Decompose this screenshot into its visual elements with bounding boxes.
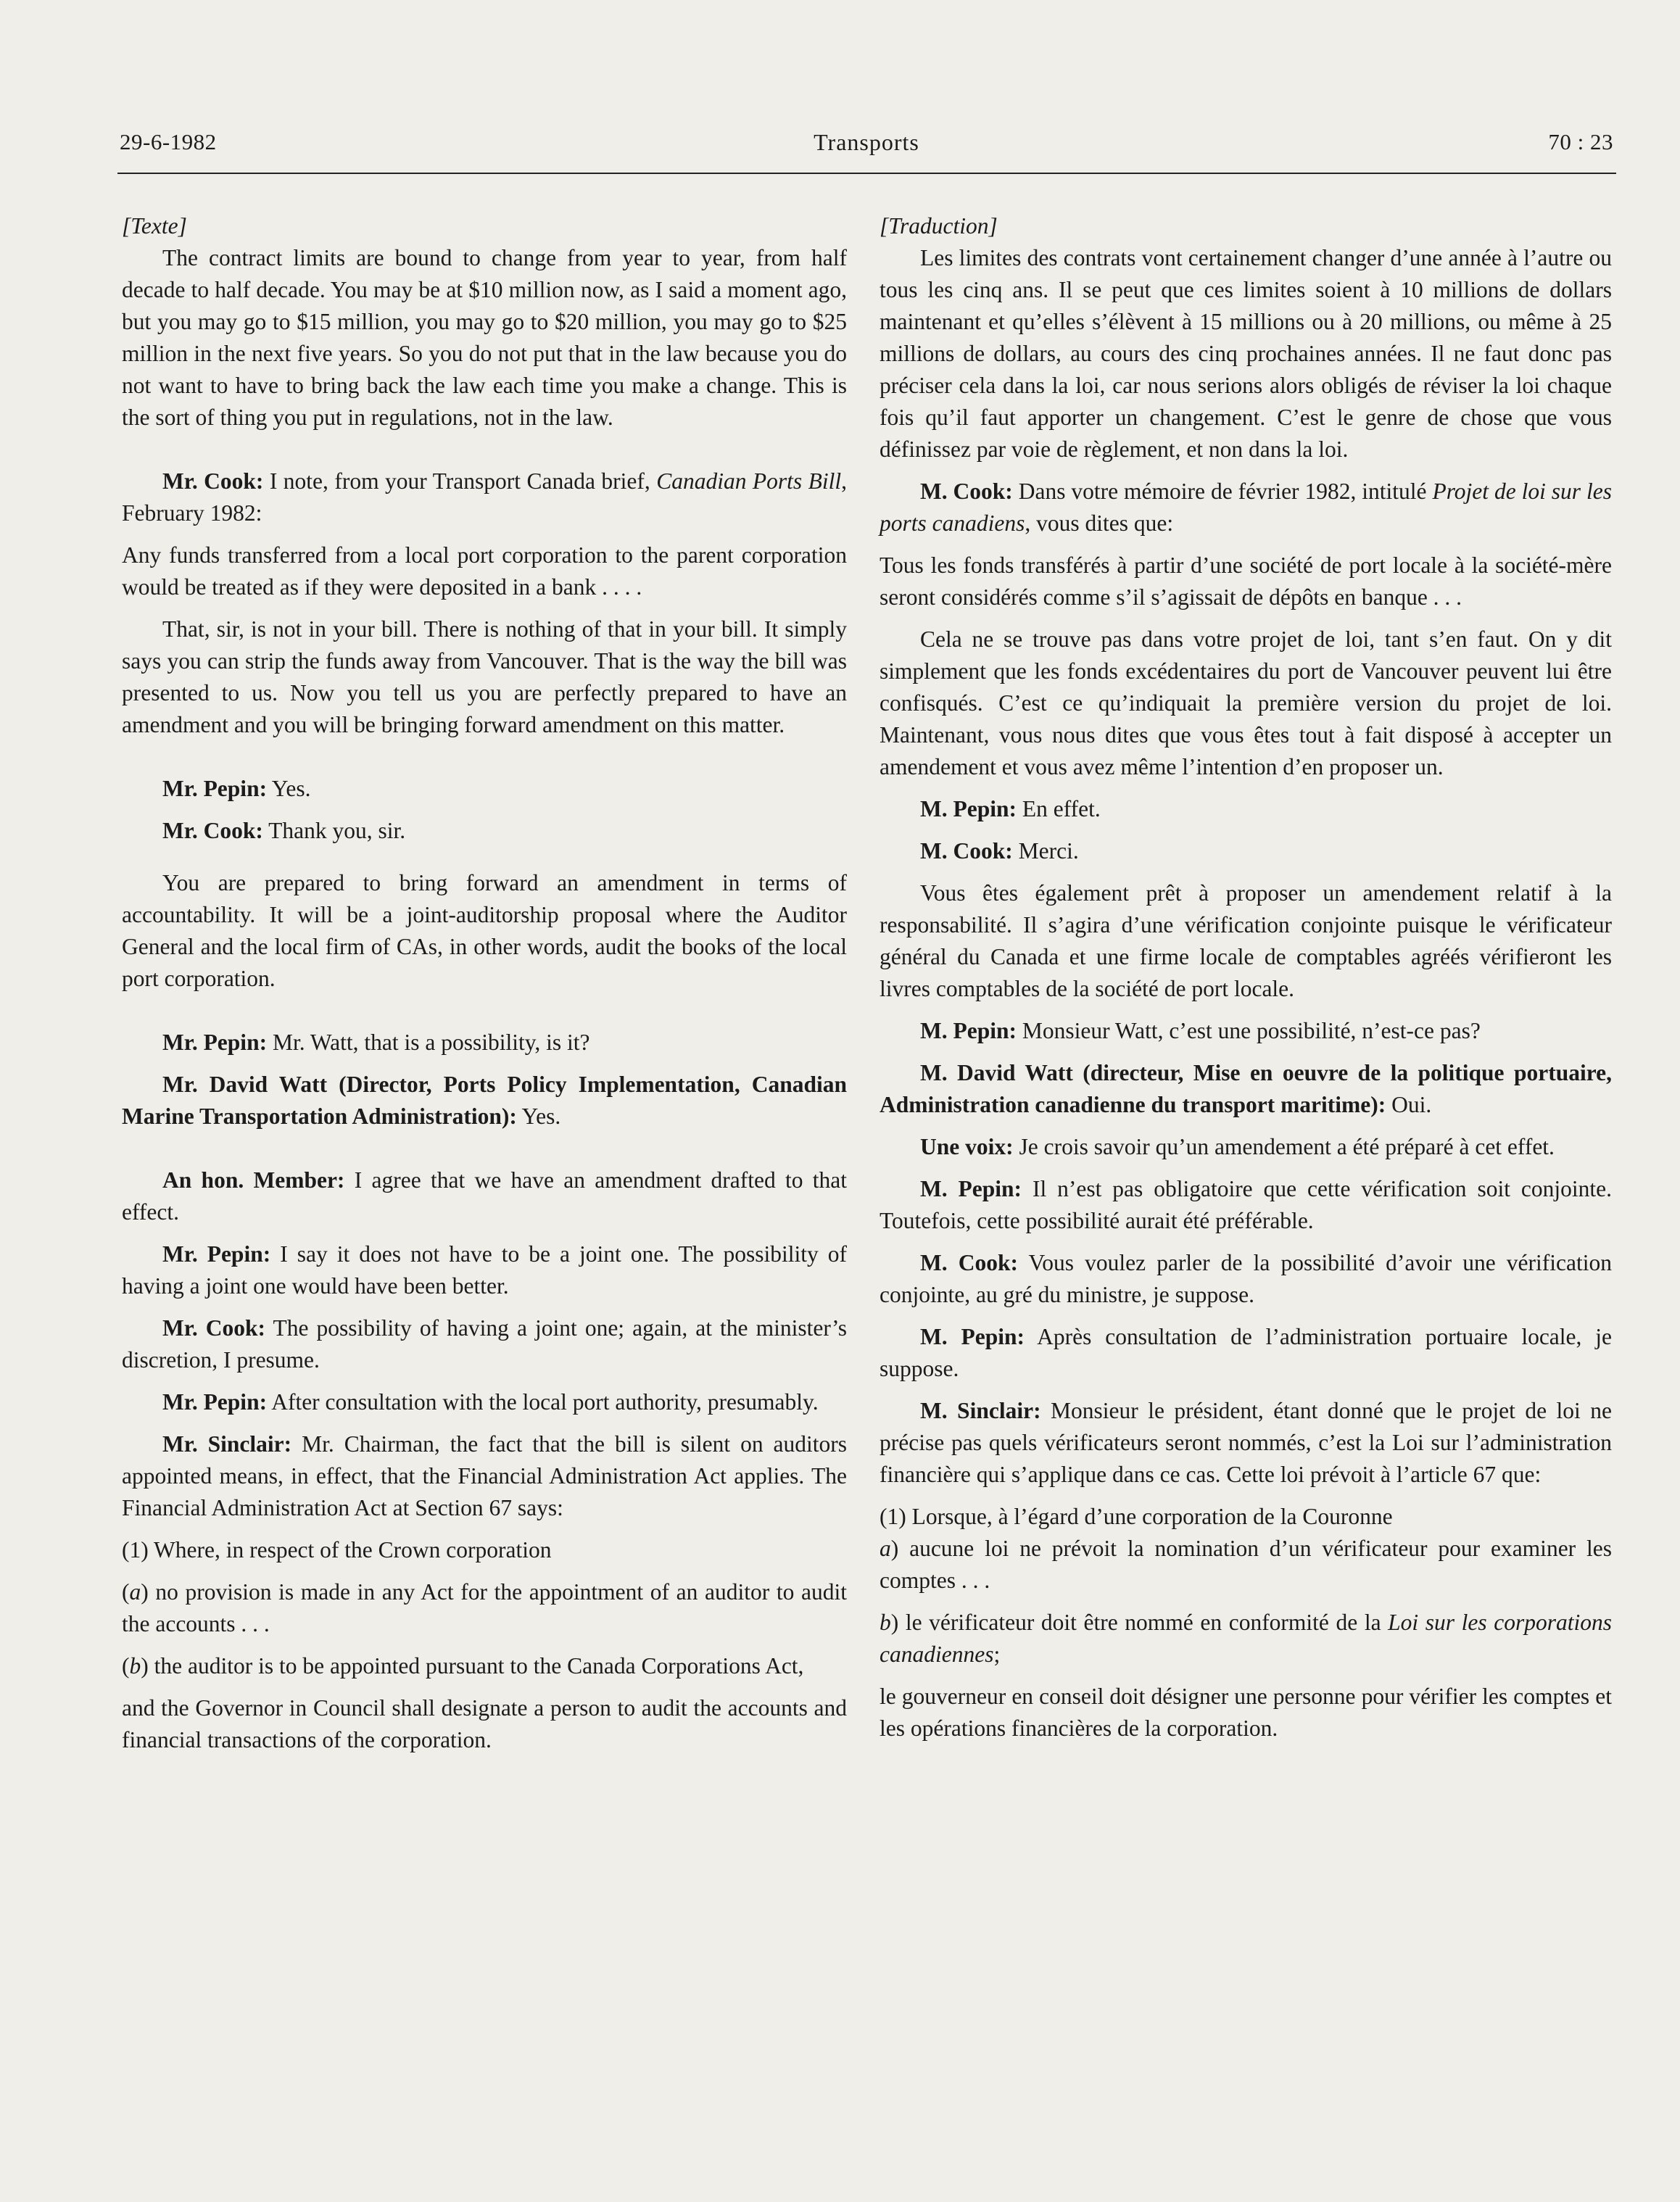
paragraph: [880, 835, 1612, 867]
statute-quote-line: and the Governor in Council shall designate a person to audit the accounts and financial transactions of the corporation.: [122, 1695, 847, 1752]
paragraph: [880, 1321, 1612, 1385]
speech-text: Il n’est pas obligatoire que cette vérification soit conjointe. Toutefois, cette possibilité aurait été préférable.: [880, 1176, 1613, 1233]
italic-title: Projet de loi sur les ports canadiens: [880, 479, 1612, 536]
speech-text: Oui.: [1386, 1092, 1432, 1117]
speaker-name: M. Cook:: [920, 479, 1013, 504]
speech-text: Dans votre mémoire de février 1982, intitulé: [1012, 479, 1433, 504]
paragraph: [122, 1027, 847, 1059]
speech-text: , vous dites que:: [1025, 510, 1174, 536]
italic-title: Loi sur les corporations canadiennes: [880, 1610, 1612, 1667]
speech-text: Je crois savoir qu’un amendement a été préparé à cet effet.: [1013, 1134, 1555, 1159]
paragraph: [122, 1312, 847, 1376]
paragraph: [122, 773, 847, 805]
paragraph: [880, 1015, 1612, 1047]
paragraph: [122, 1069, 847, 1133]
quote-letter: b: [880, 1610, 891, 1635]
speech-text: En effet.: [1016, 796, 1101, 821]
speaker-name: Mr. Sinclair:: [162, 1431, 292, 1457]
speech-text: Yes.: [516, 1104, 561, 1129]
speech-text: I note, from your Transport Canada brief,: [263, 468, 657, 494]
speaker-name: M. Cook:: [920, 1250, 1018, 1275]
paragraph: [880, 1173, 1612, 1237]
speech-text: The possibility of having a joint one; again, at the minister’s discretion, I presume.: [122, 1315, 848, 1373]
paragraph: Cela ne se trouve pas dans votre projet de loi, tant s’en faut. On y dit simplement que les fonds excédentaires du port de Vancouver peuvent lui être confisqués. C’est ce qu’indiquait la première version du projet de loi. Maintenant, vous nous dites que vous êtes tout à fait disposé à accepter un amendement et vous avez même l’intention d’en proposer un.: [880, 626, 1612, 779]
speaker-name: M. Pepin:: [920, 1176, 1022, 1201]
french-column: [880, 210, 1612, 1744]
speech-text: Vous voulez parler de la possibilité d’avoir une vérification conjointe, au gré du ministre, je suppose.: [880, 1250, 1612, 1307]
header-rule: [117, 173, 1616, 174]
paragraph: [880, 1247, 1612, 1311]
quote-text: ) le vérificateur doit être nommé en conformité de la: [890, 1610, 1389, 1635]
paragraph: [880, 793, 1612, 825]
statute-quote-line: [880, 1533, 1612, 1597]
speaker-name: M. Sinclair:: [920, 1398, 1041, 1423]
quote-text: ) the auditor is to be appointed pursuant to the Canada Corporations Act,: [141, 1653, 804, 1679]
speaker-name: Mr. Pepin:: [162, 1030, 268, 1055]
speaker-name: M. Cook:: [920, 838, 1013, 864]
speech-text: Mr. Watt, that is a possibility, is it?: [267, 1030, 590, 1055]
quote-text: ) aucune loi ne prévoit la nomination d’un vérificateur pour examiner les comptes . . .: [880, 1536, 1612, 1593]
quote-letter: a: [129, 1579, 141, 1605]
speech-text: Mr. Chairman, the fact that the bill is silent on auditors appointed means, in effect, that the Financial Administration Act applies. The Financial Administration Act at Section 67 says:: [122, 1431, 847, 1520]
speech-text: I say it does not have to be a joint one. The possibility of having a joint one would have been better.: [122, 1241, 848, 1299]
speaker-name: M. David Watt (directeur, Mise en oeuvre de la politique portuaire, Administration canadienne du transport maritime):: [880, 1060, 1612, 1117]
italic-title: Canadian Ports Bill: [656, 468, 842, 494]
section-label-traduction: [Traduction]: [880, 213, 998, 239]
page-number: 70 : 23: [1548, 129, 1613, 154]
speech-text: Merci.: [1012, 838, 1079, 864]
speaker-name: Mr. Pepin:: [162, 1389, 268, 1415]
section-label-texte: [Texte]: [122, 213, 187, 239]
statute-quote-line: le gouverneur en conseil doit désigner une personne pour vérifier les comptes et les opérations financières de la corporation.: [880, 1684, 1612, 1741]
paragraph: Vous êtes également prêt à proposer un amendement relatif à la responsabilité. Il s’agira d’une vérification conjointe puisque le vérificateur général du Canada et une firme locale de comptables agréés vérifieront les livres comptables de la société de port locale.: [880, 880, 1612, 1001]
speaker-name: An hon. Member:: [162, 1167, 345, 1193]
statute-quote-line: [122, 1650, 847, 1682]
paragraph: [122, 1428, 847, 1524]
speech-text: Après consultation de l’administration portuaire locale, je suppose.: [880, 1324, 1612, 1381]
speaker-name: Mr. Pepin:: [162, 1241, 271, 1267]
speech-text: Yes.: [267, 776, 311, 801]
speaker-name: Mr. Pepin:: [162, 776, 268, 801]
speech-text: , February 1982:: [122, 468, 847, 526]
speech-text: Thank you, sir.: [262, 818, 406, 843]
statute-quote-line: [880, 1607, 1612, 1671]
speaker-name: Une voix:: [920, 1134, 1014, 1159]
paragraph: The contract limits are bound to change from year to year, from half decade to half decade. You may be at $10 million now, as I said a moment ago, but you may go to $15 million, you may go to $20 million, you may go to $25 million in the next five years. So you do not put that in the law because you do not want to have to bring back the law each time you make a change. This is the sort of thing you put in regulations, not in the law.: [122, 245, 847, 430]
speaker-name: Mr. Cook:: [162, 468, 264, 494]
paragraph: [880, 1131, 1612, 1163]
paragraph: [880, 1057, 1612, 1121]
quote-text: (: [122, 1579, 130, 1605]
paragraph: Les limites des contrats vont certainement changer d’une année à l’autre ou tous les cinq ans. Il se peut que ces limites soient à 10 millions de dollars maintenant et qu’elles s’élèvent à 15 millions ou à 20 millions, ou même à 25 millions de dollars, au cours des cinq prochaines années. Il ne faut donc pas préciser cela dans la loi, car nous serions alors obligés de réviser la loi chaque fois qu’il faut apporter un changement. C’est le genre de chose que vous définissez par voie de règlement, et non dans la loi.: [880, 245, 1612, 462]
page-title: Transports: [814, 129, 919, 155]
quote-text: ) no provision is made in any Act for the appointment of an auditor to audit the accounts . . .: [122, 1579, 847, 1636]
paragraph: [122, 1386, 847, 1418]
speaker-name: M. Pepin:: [920, 1324, 1025, 1349]
quote-letter: b: [129, 1653, 141, 1679]
block-quote: Tous les fonds transférés à partir d’une société de port locale à la société-mère seront considérés comme s’il s’agissait de dépôts en banque . . .: [880, 552, 1612, 610]
paragraph: [122, 465, 847, 529]
speaker-name: M. Pepin:: [920, 796, 1017, 821]
speaker-name: Mr. David Watt (Director, Ports Policy Implementation, Canadian Marine Transportation Administration):: [122, 1072, 847, 1129]
quote-letter: a: [880, 1536, 891, 1561]
block-quote: Any funds transferred from a local port corporation to the parent corporation would be treated as if they were deposited in a bank . . . .: [122, 542, 847, 600]
speech-text: Monsieur le président, étant donné que le projet de loi ne précise pas quels vérificateurs seront nommés, c’est la Loi sur l’administration financière qui s’applique dans ce cas. Cette loi prévoit à l’article 67 que:: [880, 1398, 1612, 1487]
speech-text: Monsieur Watt, c’est une possibilité, n’est-ce pas?: [1016, 1018, 1481, 1043]
page-date: 29-6-1982: [120, 129, 217, 154]
paragraph: [122, 1164, 847, 1228]
quote-text: (: [122, 1653, 130, 1679]
statute-quote-line: (1) Where, in respect of the Crown corporation: [122, 1537, 552, 1562]
speech-text: After consultation with the local port authority, presumably.: [267, 1389, 819, 1415]
statute-quote-line: [122, 1576, 847, 1640]
paragraph: [880, 1395, 1612, 1491]
paragraph: [122, 1238, 847, 1302]
speech-text: I agree that we have an amendment drafted to that effect.: [122, 1167, 847, 1225]
statute-quote-line: (1) Lorsque, à l’égard d’une corporation de la Couronne: [880, 1504, 1393, 1529]
english-column: [122, 210, 847, 1756]
paragraph: [122, 815, 847, 847]
paragraph: That, sir, is not in your bill. There is nothing of that in your bill. It simply says you can strip the funds away from Vancouver. That is the way the bill was presented to us. Now you tell us you are perfectly prepared to have an amendment and you will be bringing forward amendment on this matter.: [122, 616, 847, 737]
paragraph: You are prepared to bring forward an amendment in terms of accountability. It will be a joint-auditorship proposal where the Auditor General and the local firm of CAs, in other words, audit the books of the local port corporation.: [122, 870, 847, 991]
speaker-name: M. Pepin:: [920, 1018, 1017, 1043]
speaker-name: Mr. Cook:: [162, 1315, 266, 1341]
paragraph: [880, 476, 1612, 539]
speaker-name: Mr. Cook:: [162, 818, 263, 843]
quote-text: ;: [993, 1642, 1001, 1667]
page-header: [120, 129, 1613, 173]
